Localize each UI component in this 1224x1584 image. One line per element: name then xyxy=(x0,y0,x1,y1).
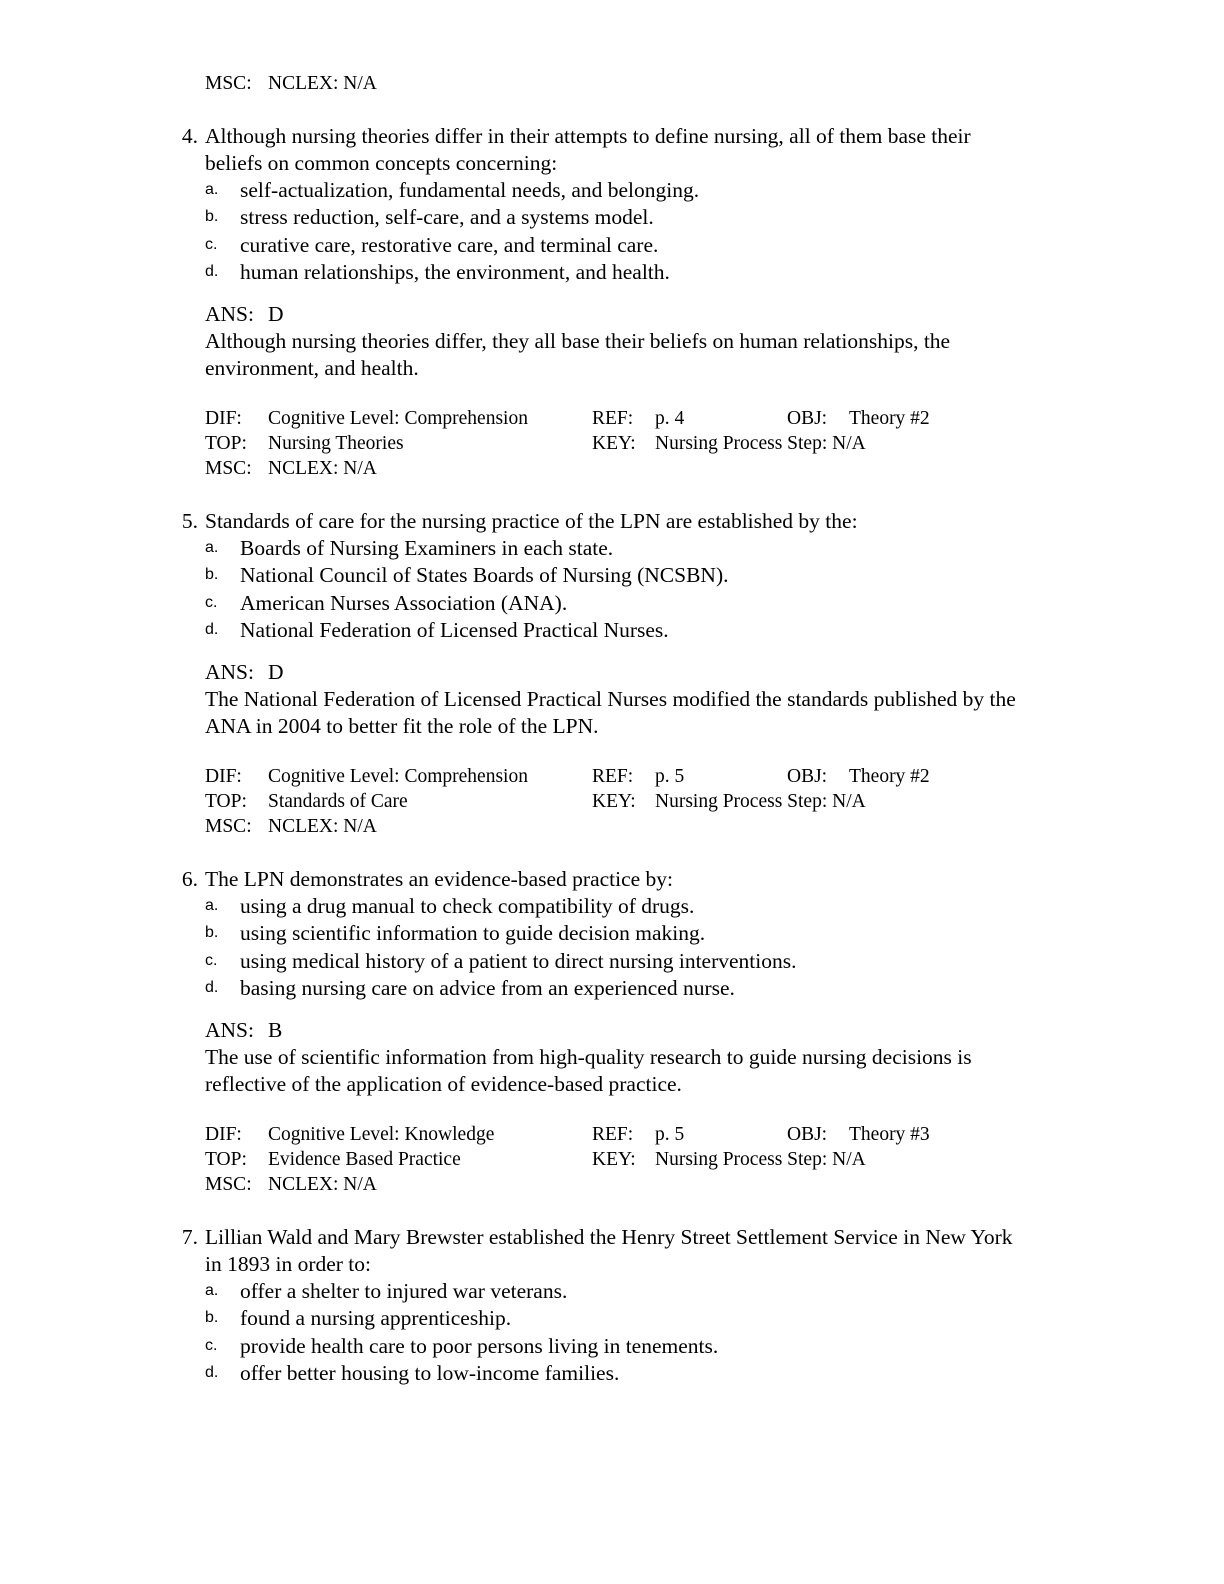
rationale: ANA in 2004 to better fit the role of the LPN. xyxy=(205,713,599,738)
option-letter: c. xyxy=(205,593,218,611)
rationale: Although nursing theories differ, they all base their beliefs on human relationships, the xyxy=(205,328,951,353)
msc-value: NCLEX: N/A xyxy=(268,1173,377,1195)
option-letter: a. xyxy=(205,1282,219,1299)
dif-value: Cognitive Level: Comprehension xyxy=(268,407,528,429)
option-text: National Federation of Licensed Practical Nurses. xyxy=(240,617,669,642)
key-value: Nursing Process Step: N/A xyxy=(655,432,866,454)
question-stem: The LPN demonstrates an evidence-based practice by: xyxy=(205,867,674,891)
obj-label: OBJ: xyxy=(787,765,828,787)
obj-label: OBJ: xyxy=(787,1123,828,1145)
option-letter: b. xyxy=(205,1309,219,1327)
rationale: The National Federation of Licensed Practical Nurses modified the standards published by the xyxy=(205,686,1016,711)
top-value: Standards of Care xyxy=(268,790,408,812)
ref-label: REF: xyxy=(592,765,634,787)
option-text: provide health care to poor persons living in tenements. xyxy=(240,1333,719,1358)
ref-label: REF: xyxy=(592,1123,634,1145)
option-text: American Nurses Association (ANA). xyxy=(240,590,568,615)
key-label: KEY: xyxy=(592,790,636,812)
question-stem: Lillian Wald and Mary Brewster established the Henry Street Settlement Service in New York xyxy=(205,1225,1013,1249)
answer-label: ANS: xyxy=(205,301,254,326)
option-text: found a nursing apprenticeship. xyxy=(240,1306,512,1331)
option-text: offer better housing to low-income families. xyxy=(240,1360,620,1385)
option-letter: c. xyxy=(205,951,218,969)
dif-label: DIF: xyxy=(205,407,242,429)
option-text: offer a shelter to injured war veterans. xyxy=(240,1279,568,1303)
question-number: 6. xyxy=(181,867,198,891)
obj-value: Theory #2 xyxy=(849,407,930,429)
option-text: using scientific information to guide decision making. xyxy=(240,921,706,946)
dif-value: Cognitive Level: Knowledge xyxy=(268,1123,495,1145)
option-letter: d. xyxy=(205,978,219,996)
question-number: 7. xyxy=(181,1225,198,1249)
option-text: Boards of Nursing Examiners in each state. xyxy=(240,536,614,560)
obj-label: OBJ: xyxy=(787,407,828,429)
ref-value: p. 5 xyxy=(655,765,685,787)
msc-label: MSC: xyxy=(205,815,252,837)
option-letter: a. xyxy=(205,539,219,556)
top-label: TOP: xyxy=(205,432,247,454)
ref-label: REF: xyxy=(592,407,634,429)
dif-label: DIF: xyxy=(205,1123,242,1145)
key-label: KEY: xyxy=(592,1148,636,1170)
msc-value: NCLEX: N/A xyxy=(268,73,377,94)
ref-value: p. 5 xyxy=(655,1123,685,1145)
answer-label: ANS: xyxy=(205,1017,254,1042)
key-value: Nursing Process Step: N/A xyxy=(655,790,866,812)
msc-label: MSC: xyxy=(205,73,252,94)
option-text: basing nursing care on advice from an experienced nurse. xyxy=(240,975,735,1000)
rationale: reflective of the application of evidence-based practice. xyxy=(205,1071,682,1096)
question-stem: beliefs on common concepts concerning: xyxy=(205,151,558,175)
option-letter: b. xyxy=(205,566,219,584)
top-value: Nursing Theories xyxy=(268,432,404,454)
question-stem: Although nursing theories differ in their attempts to define nursing, all of them base their xyxy=(205,124,971,148)
dif-value: Cognitive Level: Comprehension xyxy=(268,765,528,787)
key-label: KEY: xyxy=(592,432,636,454)
option-text: using a drug manual to check compatibility of drugs. xyxy=(240,894,695,918)
option-text: human relationships, the environment, and health. xyxy=(240,259,670,284)
question-stem: in 1893 in order to: xyxy=(205,1252,372,1276)
answer-value: B xyxy=(268,1017,283,1042)
msc-value: NCLEX: N/A xyxy=(268,815,377,837)
option-letter: d. xyxy=(205,620,219,638)
option-text: National Council of States Boards of Nursing (NCSBN). xyxy=(240,563,729,588)
option-text: self-actualization, fundamental needs, and belonging. xyxy=(240,178,700,202)
ref-value: p. 4 xyxy=(655,407,685,429)
question-number: 4. xyxy=(181,124,198,148)
option-text: stress reduction, self-care, and a systems model. xyxy=(240,205,654,230)
option-letter: c. xyxy=(205,1336,218,1354)
answer-label: ANS: xyxy=(205,659,254,684)
rationale: The use of scientific information from high-quality research to guide nursing decisions is xyxy=(205,1044,972,1069)
option-letter: b. xyxy=(205,924,219,942)
top-label: TOP: xyxy=(205,1148,247,1170)
msc-label: MSC: xyxy=(205,1173,252,1195)
option-letter: b. xyxy=(205,208,219,226)
dif-label: DIF: xyxy=(205,765,242,787)
option-letter: a. xyxy=(205,181,219,198)
option-letter: d. xyxy=(205,262,219,280)
option-text: using medical history of a patient to direct nursing interventions. xyxy=(240,948,797,973)
option-letter: a. xyxy=(205,897,219,914)
msc-label: MSC: xyxy=(205,457,252,479)
top-value: Evidence Based Practice xyxy=(268,1148,461,1170)
obj-value: Theory #2 xyxy=(849,765,930,787)
option-letter: d. xyxy=(205,1363,219,1381)
option-text: curative care, restorative care, and terminal care. xyxy=(240,232,659,257)
obj-value: Theory #3 xyxy=(849,1123,930,1145)
key-value: Nursing Process Step: N/A xyxy=(655,1148,866,1170)
answer-value: D xyxy=(268,659,284,684)
rationale: environment, and health. xyxy=(205,355,419,380)
option-letter: c. xyxy=(205,235,218,253)
question-stem: Standards of care for the nursing practice of the LPN are established by the: xyxy=(205,509,858,533)
top-label: TOP: xyxy=(205,790,247,812)
msc-value: NCLEX: N/A xyxy=(268,457,377,479)
question-number: 5. xyxy=(181,509,198,533)
answer-value: D xyxy=(268,301,284,326)
